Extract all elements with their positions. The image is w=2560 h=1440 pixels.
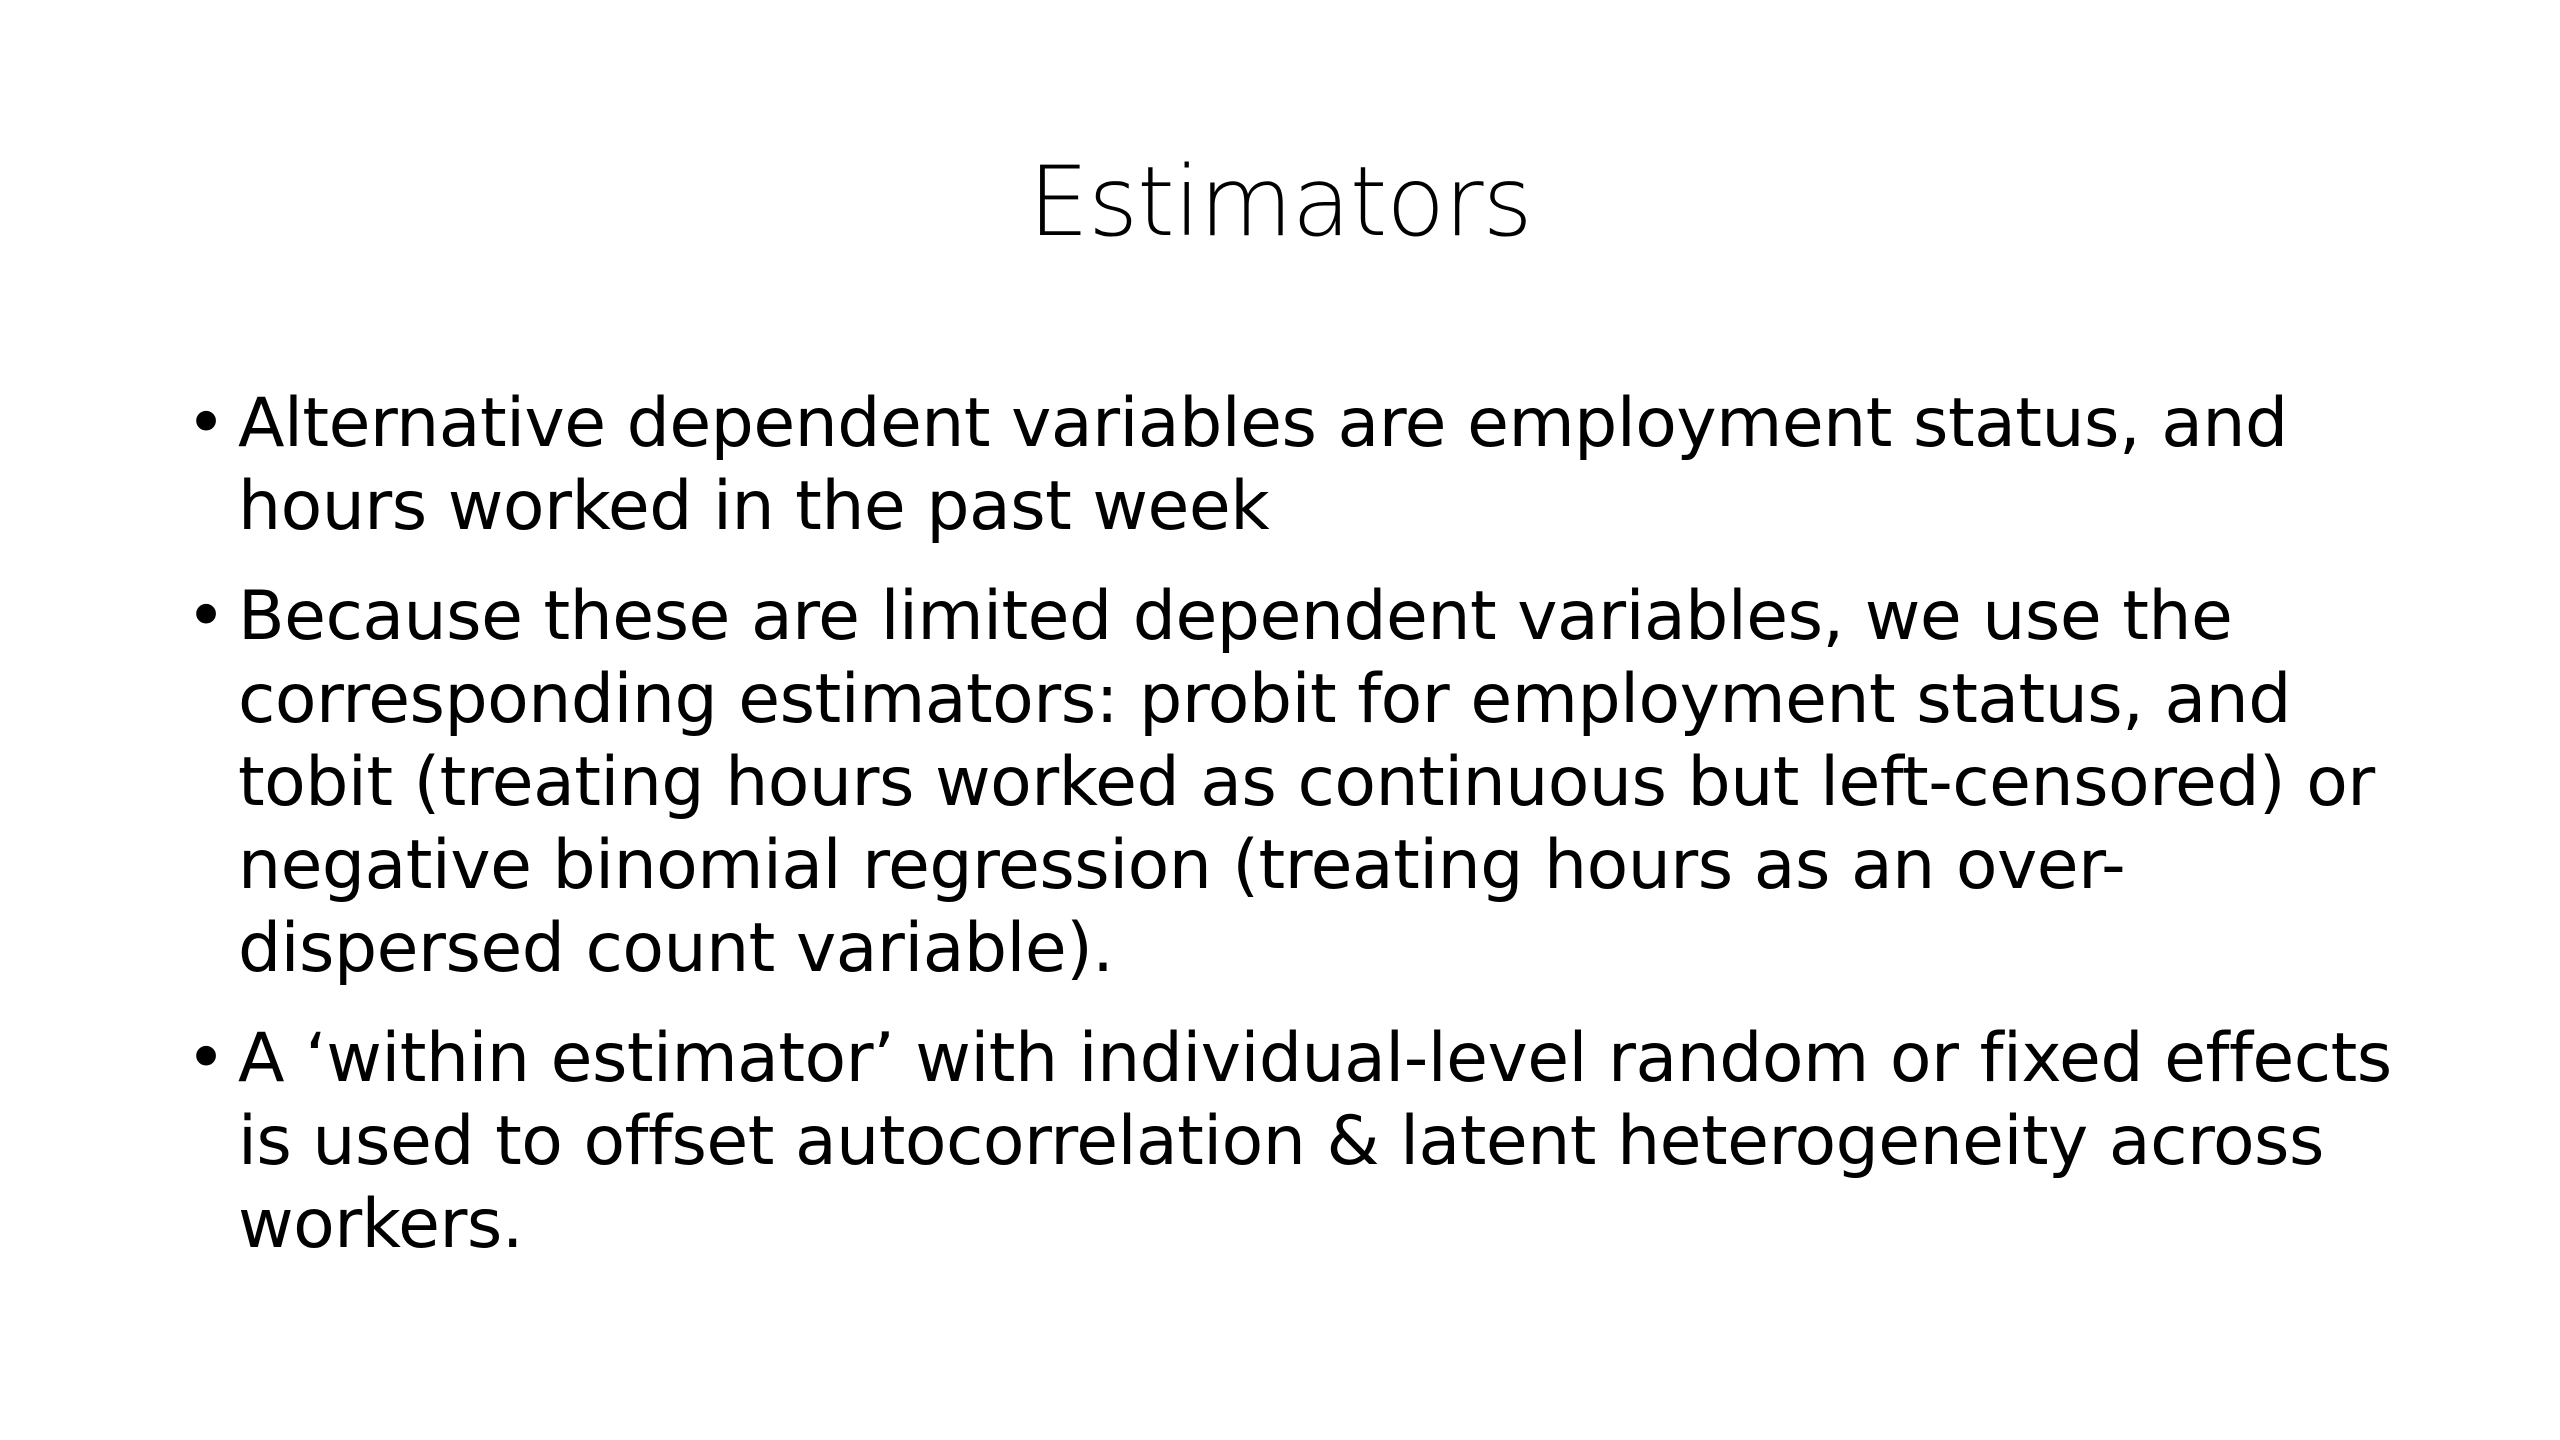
- bullet-text: Alternative dependent variables are employment status, and hours worked in the past week: [238, 384, 2288, 546]
- bullet-item: [186, 382, 2426, 548]
- bullet-text: Because these are limited dependent variables, we use the corresponding estimators: probit for employment status, and tobit (treating hours worked as continuous but left-censored) or negative binomial regression (treating hours as an over-dispersed count variable).: [238, 577, 2375, 988]
- slide-title: Estimators: [1028, 146, 1532, 258]
- bullet-item: [186, 1017, 2426, 1266]
- bullet-item: [186, 575, 2426, 990]
- bullet-marker-icon: •: [186, 1019, 226, 1098]
- bullet-marker-icon: •: [186, 577, 226, 656]
- bullet-marker-icon: •: [186, 384, 226, 463]
- bullet-text: A ‘within estimator’ with individual-level random or fixed effects is used to offset autocorrelation & latent heterogeneity across workers.: [238, 1019, 2392, 1264]
- bullet-list: [186, 382, 2426, 1293]
